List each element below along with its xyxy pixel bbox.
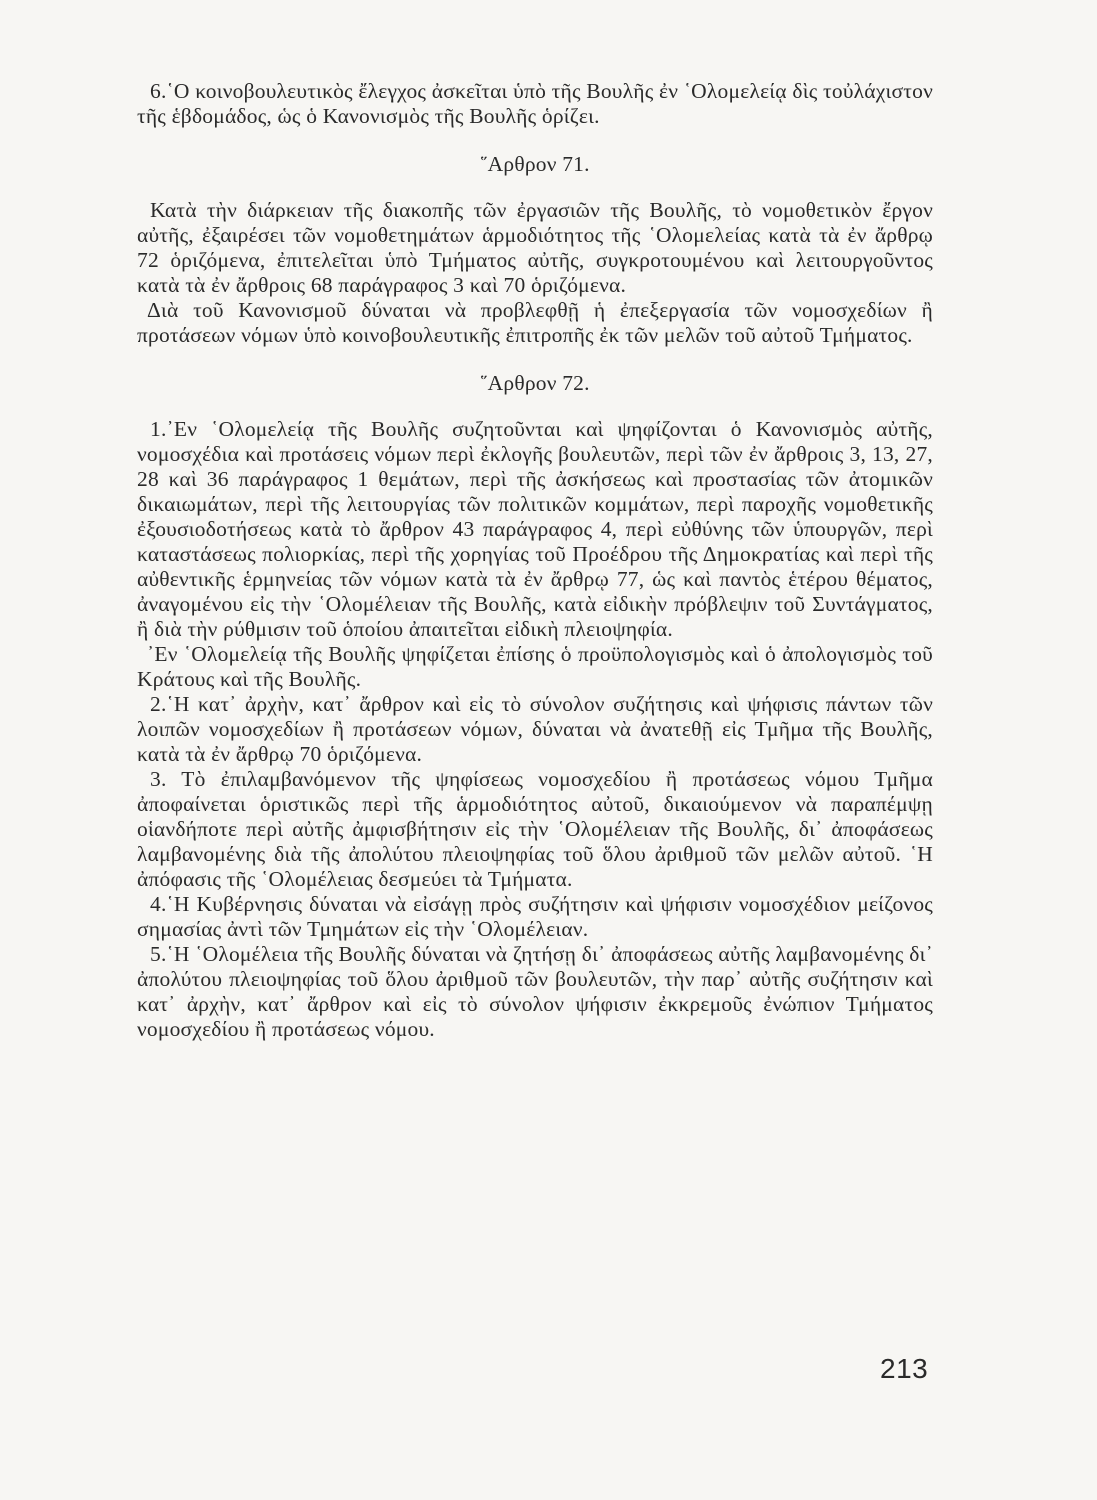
article-71-title: ῞Αρθρον 71. bbox=[480, 152, 590, 176]
article-72-title: ῞Αρθρον 72. bbox=[480, 371, 590, 395]
document-page bbox=[137, 79, 933, 1042]
article-71-paragraph-1: Κατὰ τὴν διάρκειαν τῆς διακοπῆς τῶν ἐργασιῶν τῆς Βουλῆς, τὸ νομοθετικὸν ἔργον αὐτῆς, ἐξαιρέσει τῶν νομοθετημάτων ἁρμοδιότητος τῆς ῾Ολομελείας κατὰ τὰ ἐν ἄρθρῳ 72 ὁριζόμενα, ἐπιτελεῖται ὑπὸ Τμήματος αὐτῆς, συγκροτουμένου καὶ λειτουργοῦντος κατὰ τὰ ἐν ἄρθροις 68 παράγραφος 3 καὶ 70 ὁριζόμενα. bbox=[137, 198, 933, 297]
article-72-paragraph-2: 2.῾Η κατ᾿ ἀρχὴν, κατ᾿ ἄρθρον καὶ εἰς τὸ σύνολον συζήτησις καὶ ψήφισις πάντων τῶν λοιπῶν νομοσχεδίων ἢ προτάσεων νόμων, δύναται νὰ ἀνατεθῇ εἰς Τμῆμα τῆς Βουλῆς, κατὰ τὰ ἐν ἄρθρῳ 70 ὁριζόμενα. bbox=[137, 692, 933, 766]
page-number: 213 bbox=[880, 1353, 929, 1384]
article-72-paragraph-3: 3. Τὸ ἐπιλαμβανόμενον τῆς ψηφίσεως νομοσχεδίου ἢ προτάσεως νόμου Τμῆμα ἀποφαίνεται ὁριστικῶς περὶ τῆς ἁρμοδιότητος αὐτοῦ, δικαιούμενον νὰ παραπέμψῃ οἱανδήποτε περὶ αὐτῆς ἀμφισβήτησιν εἰς τὴν ῾Ολομέλειαν τῆς Βουλῆς, δι᾿ ἀποφάσεως λαμβανομένης διὰ τῆς ἀπολύτου πλειοψηφίας τοῦ ὅλου ἀριθμοῦ τῶν μελῶν αὐτοῦ. ῾Η ἀπόφασις τῆς ῾Ολομέλειας δεσμεύει τὰ Τμήματα. bbox=[137, 767, 933, 891]
article-72-paragraph-1: 1.᾿Εν ῾Ολομελείᾳ τῆς Βουλῆς συζητοῦνται καὶ ψηφίζονται ὁ Κανονισμὸς αὐτῆς, νομοσχέδια καὶ προτάσεις νόμων περὶ ἐκλογῆς βουλευτῶν, περὶ τῶν ἐν ἄρθροις 3, 13, 27, 28 καὶ 36 παράγραφος 1 θεμάτων, περὶ τῆς ἀσκήσεως καὶ προστασίας τῶν ἀτομικῶν δικαιωμάτων, περὶ τῆς λειτουργίας τῶν πολιτικῶν κομμάτων, περὶ παροχῆς νομοθετικῆς ἐξουσιοδοτήσεως κατὰ τὸ ἄρθρον 43 παράγραφος 4, περὶ εὐθύνης τῶν ὑπουργῶν, περὶ καταστάσεως πολιορκίας, περὶ τῆς χορηγίας τοῦ Προέδρου τῆς Δημοκρατίας καὶ περὶ τῆς αὐθεντικῆς ἑρμηνείας τῶν νόμων κατὰ τὰ ἐν ἄρθρῳ 77, ὡς καὶ παντὸς ἑτέρου θέματος, ἀναγομένου εἰς τὴν ῾Ολομέλειαν τῆς Βουλῆς, κατὰ εἰδικὴν πρόβλεψιν τοῦ Συντάγματος, ἢ διὰ τὴν ρύθμισιν τοῦ ὁποίου ἀπαιτεῖται εἰδικὴ πλειοψηφία. bbox=[137, 417, 933, 641]
article-71-paragraph-2: Διὰ τοῦ Κανονισμοῦ δύναται νὰ προβλεφθῇ ἡ ἐπεξεργασία τῶν νομοσχεδίων ἢ προτάσεων νόμων ὑπὸ κοινοβουλευτικῆς ἐπιτροπῆς ἐκ τῶν μελῶν τοῦ αὐτοῦ Τμήματος. bbox=[137, 298, 933, 347]
article-72-paragraph-4: 4.῾Η Κυβέρνησις δύναται νὰ εἰσάγῃ πρὸς συζήτησιν καὶ ψήφισιν νομοσχέδιον μείζονος σημασίας ἀντὶ τῶν Τμημάτων εἰς τὴν ῾Ολομέλειαν. bbox=[137, 892, 933, 941]
article-72-paragraph-5: 5.῾Η ῾Ολομέλεια τῆς Βουλῆς δύναται νὰ ζητήσῃ δι᾿ ἀποφάσεως αὐτῆς λαμβανομένης δι᾿ ἀπολύτου πλειοψηφίας τοῦ ὅλου ἀριθμοῦ τῶν βουλευτῶν, τὴν παρ᾿ αὐτῆς συζήτησιν καὶ κατ᾿ ἀρχὴν, κατ᾿ ἄρθρον καὶ εἰς τὸ σύνολον ψήφισιν ἐκκρεμοῦς ἐνώπιον Τμήματος νομοσχεδίου ἢ προτάσεως νόμου. bbox=[137, 942, 933, 1041]
article-72-paragraph-1b: ᾿Εν ῾Ολομελείᾳ τῆς Βουλῆς ψηφίζεται ἐπίσης ὁ προϋπολογισμὸς καὶ ὁ ἀπολογισμὸς τοῦ Κράτους καὶ τῆς Βουλῆς. bbox=[137, 642, 933, 691]
paragraph-6: 6.῾Ο κοινοβουλευτικὸς ἔλεγχος ἀσκεῖται ὑπὸ τῆς Βουλῆς ἐν ῾Ολομελείᾳ δὶς τοὐλάχιστον τῆς ἑβδομάδος, ὡς ὁ Κανονισμὸς τῆς Βουλῆς ὁρίζει. bbox=[137, 79, 933, 128]
